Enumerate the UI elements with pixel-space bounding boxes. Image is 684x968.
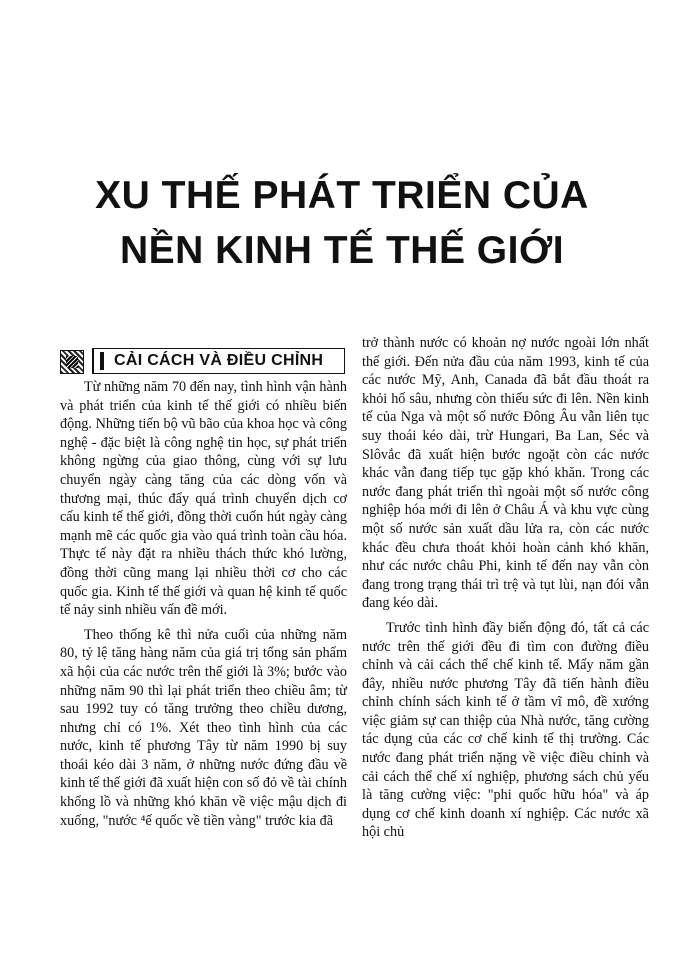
paragraph: Từ những năm 70 đến nay, tình hình vận hành và phát triển của kinh tế thế giới có nhiều biến động. Những tiến bộ vũ bão của khoa học và công nghệ - đặc biệt là công nghệ tin học, sự phát triển không ngừng của giao thông, cùng với sự lưu chuyển ngày càng tăng của các dòng vốn và thương mại, thúc đẩy quá trình chuyển dịch cơ cấu kinh tế thế giới, đồng thời cuốn hút ngày càng mạnh mẽ các quốc gia vào quá trình toàn cầu hóa. Thực tế này đặt ra nhiều thách thức khó lường, đồng thời cũng mang lại nhiều thời cơ cho các quốc gia. Kinh tế thế giới và quan hệ kinh tế quốc tế nảy sinh nhiều vấn đề mới. — [60, 379, 347, 619]
ornament-icon — [60, 350, 84, 374]
title-line-1: XU THẾ PHÁT TRIỂN CỦA — [95, 174, 589, 217]
title-line-2: NỀN KINH TẾ THẾ GIỚI — [119, 229, 565, 272]
right-column — [362, 334, 649, 842]
section-heading: CẢI CÁCH VÀ ĐIỀU CHỈNH — [114, 352, 324, 369]
section-heading-box — [92, 348, 345, 374]
paragraph: Trước tình hình đầy biến động đó, tất cả các nước trên thế giới đều đi tìm con đường điều chỉnh và cải cách thể chế kinh tế. Mấy năm gần đây, nhiều nước phương Tây đã tiến hành điều chỉnh chính sách kinh tế ở tầm vĩ mô, đề xướng việc giảm sự can thiệp của Nhà nước, tăng cường tác dụng của các cơ chế kinh tế thị trường. Các nước đang phát triển nặng về việc điều chỉnh và cải cách thể chế xí nghiệp, phương sách chủ yếu là tăng cường việc: "phi quốc hữu hóa" và áp dụng cơ chế kinh doanh xí nghiệp. Các nước xã hội chủ — [362, 619, 649, 841]
page-title — [0, 168, 684, 278]
left-column — [60, 378, 347, 830]
paragraph: Theo thống kê thì nửa cuối của những năm 80, tỷ lệ tăng hàng năm của giá trị tổng sản phẩm xã hội của các nước trên thế giới là 3%; bước vào những năm 90 thì lại phát triển theo chiều âm; từ sau 1992 tuy có tăng trưởng theo chiều dương, nhưng chỉ có 1%. Xét theo tình hình của các nước, kinh tế phương Tây từ năm 1990 bị suy thoái kéo dài 3 năm, ở những nước đứng đầu về kinh tế thế giới đã xuất hiện con số đỏ về tài chính khổng lồ và những khó khăn về việc mậu dịch đi xuống, "nước ⁴ế quốc về tiền vàng" trước kia đã — [60, 626, 347, 829]
section-heading-block — [60, 348, 347, 376]
paragraph-continued: trở thành nước có khoản nợ nước ngoài lớn nhất thế giới. Đến nửa đầu của năm 1993, kinh tế của các nước Mỹ, Anh, Canada đã bắt đầu thoát ra khỏi hố sâu, nhưng còn thiếu sức đi lên. Nền kinh tế của Nga và một số nước Đông Âu vẫn liên tục suy thoái kéo dài, trừ Hungari, Ba Lan, Séc và Slôvắc đã xuất hiện bước ngoặt còn các nước khác vẫn đang tiếp tục gặp khó khăn. Trong các nước đang phát triển thì ngoài một số nước công nghiệp hóa mới đi lên ở Châu Á và khu vực cùng một số nước sản xuất dầu lửa ra, còn các nước khác đều chưa thoát khỏi hoàn cảnh khó khăn, như các nước châu Phi, kinh tế đến nay vẫn còn đang trong trạng thái trì trệ và tụt lùi, nạn đói vẫn đang kéo dài. — [362, 335, 649, 612]
